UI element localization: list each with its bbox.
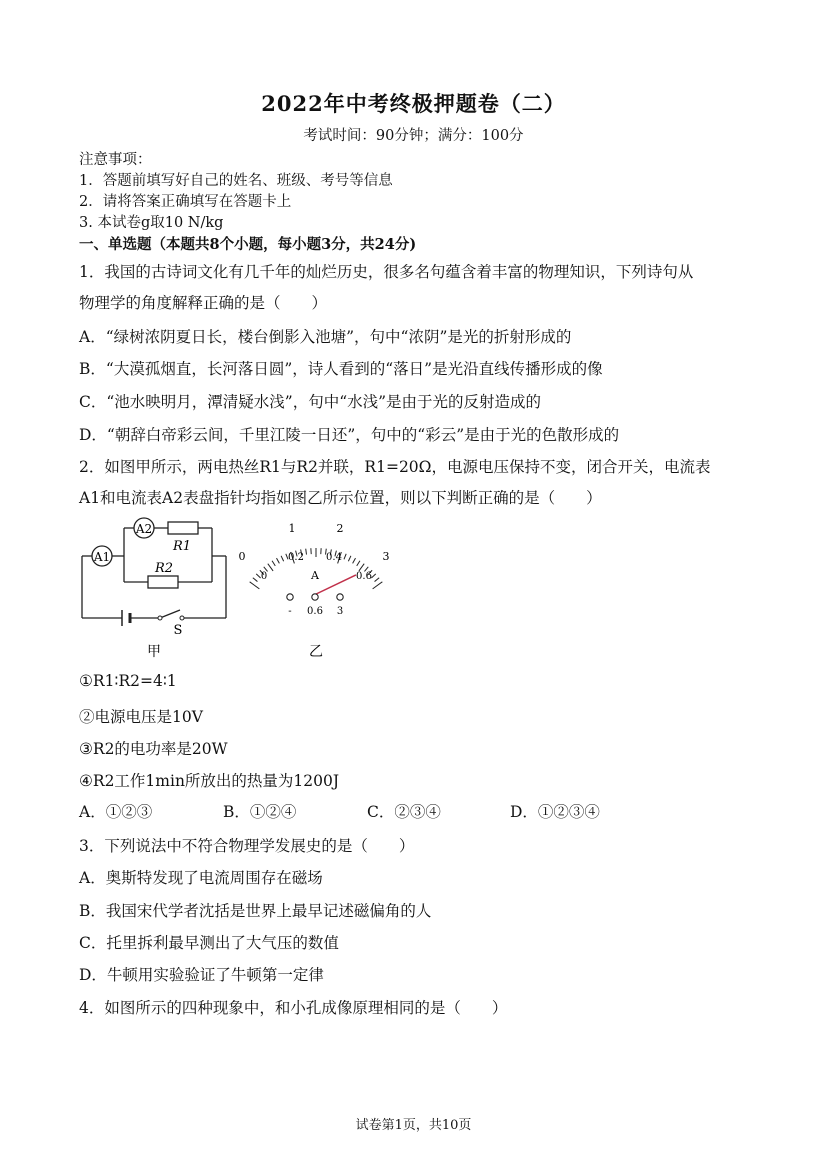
switch-contact [158, 616, 162, 620]
ammeter-dial [232, 512, 402, 662]
terminal-label: - [288, 606, 292, 617]
dial-bottom-label: 0.6 [356, 571, 372, 582]
q3-stem: 3．下列说法中不符合物理学发展史的是（ ） [79, 837, 415, 855]
terminal-label: 0.6 [307, 606, 323, 617]
q3-option-c: C．托里拆利最早测出了大气压的数值 [79, 934, 339, 952]
terminal [287, 594, 293, 600]
dial-tick [344, 554, 346, 560]
exam-title: 2022年中考终极押题卷（二） [261, 91, 566, 116]
label-a1: A1 [93, 550, 111, 564]
q2-statement: ③R2的电功率是20W [79, 740, 228, 758]
terminal [337, 594, 343, 600]
note-item: 2．请将答案正确填写在答题卡上 [79, 194, 292, 210]
dial-tick [276, 558, 279, 563]
dial-top-label: 1 [288, 522, 296, 535]
resistor-r1 [168, 522, 198, 534]
dial-top-label: 3 [382, 550, 390, 563]
dial-tick [353, 558, 356, 563]
q1-option-b: B．“大漠孤烟直，长河落日圆”，诗人看到的“落日”是光沿直线传播形成的像 [79, 360, 603, 378]
notes-heading: 注意事项： [79, 152, 152, 168]
dial-tick [272, 561, 275, 566]
dial-tick [306, 549, 307, 555]
q2-option-b: B．①②④ [223, 803, 297, 821]
figure-caption-jia: 甲 [147, 644, 161, 660]
q1-stem: 物理学的角度解释正确的是（ ） [79, 294, 328, 312]
q3-option-b: B．我国宋代学者沈括是世界上最早记述磁偏角的人 [79, 902, 432, 920]
q2-option-d: D．①②③④ [510, 803, 600, 821]
q1-option-c: C．“池水映明月，潭清疑水浅”，句中“水浅”是由于光的反射造成的 [79, 393, 542, 411]
dial-tick [359, 564, 364, 571]
q2-option-a: A．①②③ [79, 803, 153, 821]
q2-statement: ④R2工作1min所放出的热量为1200J [79, 772, 340, 790]
dial-tick [268, 564, 273, 571]
terminal [312, 594, 318, 600]
q3-option-d: D．牛顿用实验验证了牛顿第一定律 [79, 966, 324, 984]
q1-option-d: D．“朝辞白帝彩云间，千里江陵一日还”，句中的“彩云”是由于光的色散形成的 [79, 426, 620, 444]
q3-option-a: A．奥斯特发现了电流周围存在磁场 [79, 869, 323, 887]
q2-option-c: C．②③④ [367, 803, 441, 821]
q4-stem: 4．如图所示的四种现象中，和小孔成像原理相同的是（ ） [79, 999, 508, 1017]
q2-stem: A1和电流表A2表盘指针均指如图乙所示位置，则以下判断正确的是（ ） [79, 489, 602, 507]
dial-bottom-label: 0.4 [326, 552, 342, 563]
figure-caption-yi: 乙 [309, 644, 323, 660]
dial-tick [253, 578, 258, 582]
dial-tick [375, 578, 380, 582]
dial-tick [357, 561, 360, 566]
dial-tick [348, 556, 351, 561]
section-heading: 一、单选题（本题共8个小题，每小题3分，共24分) [79, 236, 417, 253]
exam-subtitle: 考试时间：90分钟；满分：100分 [303, 128, 524, 144]
q1-stem: 1．我国的古诗词文化有几千年的灿烂历史，很多名句蕴含着丰富的物理知识，下列诗句从 [79, 263, 694, 281]
dial-unit: A [311, 569, 319, 582]
q2-statement: ①R1∶R2=4∶1 [79, 672, 177, 690]
q2-statement: ②电源电压是10V [79, 708, 203, 726]
label-r1: R1 [172, 539, 192, 554]
dial-tick [250, 582, 260, 589]
dial-tick [371, 574, 375, 578]
q1-option-a: A．“绿树浓阴夏日长，楼台倒影入池塘”，句中“浓阴”是光的折射形成的 [79, 328, 572, 346]
label-r2: R2 [154, 561, 174, 576]
dial-tick [373, 582, 383, 589]
terminal-label: 3 [336, 606, 344, 617]
page-footer: 试卷第1页，共10页 [355, 1118, 472, 1133]
dial-bottom-label: 0 [260, 571, 268, 582]
note-item: 3. 本试卷g取10 N/kg [79, 215, 224, 231]
switch-contact [180, 616, 184, 620]
dial-top-label: 0 [238, 550, 246, 563]
label-switch: S [173, 623, 183, 638]
dial-bottom-label: 0.2 [288, 552, 304, 563]
note-item: 1．答题前填写好自己的姓名、班级、考号等信息 [79, 173, 393, 189]
dial-tick [281, 556, 284, 561]
dial-top-label: 2 [336, 522, 344, 535]
q2-stem: 2．如图甲所示，两电热丝R1与R2并联，R1=20Ω，电源电压保持不变，闭合开关，电流表 [79, 458, 711, 476]
circuit-diagram [78, 510, 238, 660]
label-a2: A2 [135, 522, 153, 536]
resistor-r2 [148, 576, 178, 588]
